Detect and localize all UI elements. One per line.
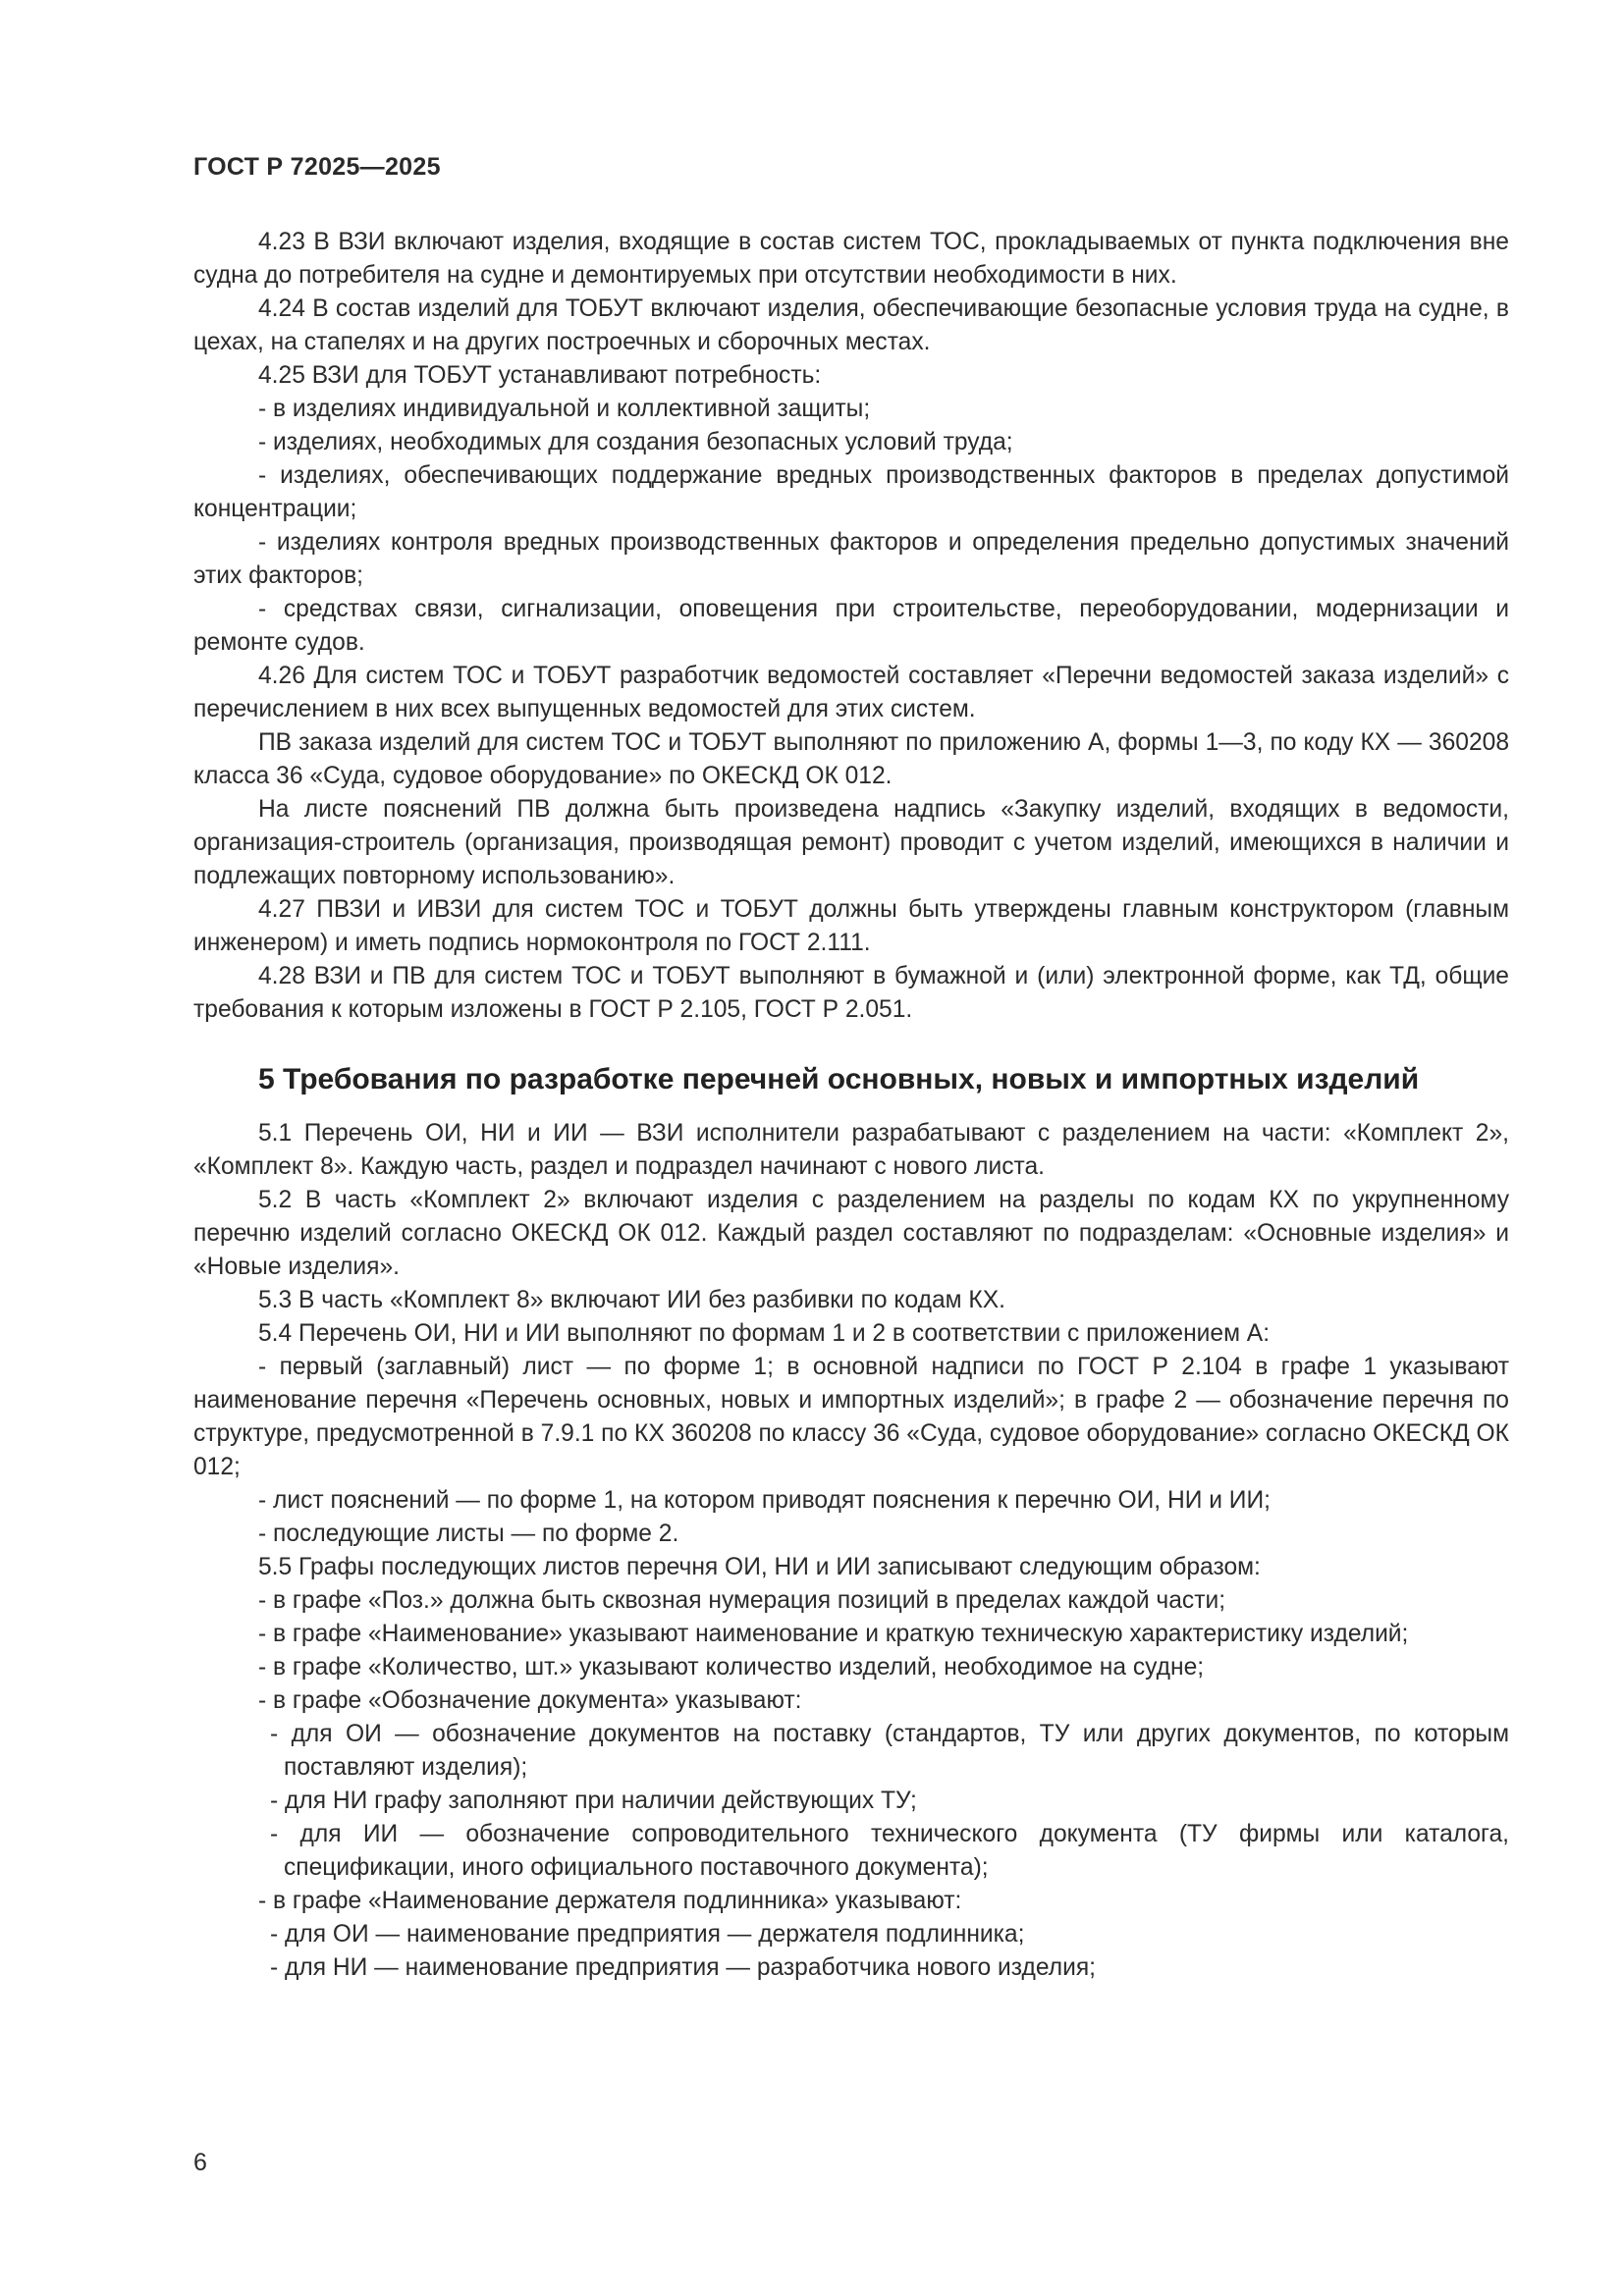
paragraph-4-26-pv: ПВ заказа изделий для систем ТОС и ТОБУТ выполняют по приложению А, формы 1—3, по коду КХ — 360208 класса 36 «Суда, судовое оборудование» по ОКЕСКД ОК 012. <box>193 729 1509 789</box>
list-item: - в графе «Наименование держателя подлинника» указывают: <box>258 1888 962 1914</box>
sub-list-item: - для ОИ — наименование предприятия — держателя подлинника; <box>270 1921 1025 1948</box>
paragraph-4-26-note: На листе пояснений ПВ должна быть произведена надпись «Закупку изделий, входящих в ведомости, организация-строитель (организация, производящая ремонт) проводит с учетом изделий, имеющихся в наличии и подлежащих повторному использованию». <box>193 796 1509 889</box>
paragraph-5-4: 5.4 Перечень ОИ, НИ и ИИ выполняют по формам 1 и 2 в соответствии с приложением А: <box>258 1320 1271 1347</box>
list-item: - в изделиях индивидуальной и коллективной защиты; <box>258 396 871 422</box>
list-item: - в графе «Обозначение документа» указывают: <box>258 1687 802 1714</box>
paragraph-5-3: 5.3 В часть «Комплект 8» включают ИИ без разбивки по кодам КХ. <box>258 1287 1005 1313</box>
sub-list-item: - для ИИ — обозначение сопроводительного технического документа (ТУ фирмы или каталога, спецификации, иного официального поставочного документа); <box>270 1821 1509 1881</box>
document-header: ГОСТ Р 72025—2025 <box>193 153 441 181</box>
paragraph-5-1: 5.1 Перечень ОИ, НИ и ИИ — ВЗИ исполнители разрабатывают с разделением на части: «Комплект 2», «Комплект 8». Каждую часть, раздел и подраздел начинают с нового листа. <box>193 1120 1509 1180</box>
list-item: - в графе «Поз.» должна быть сквозная нумерация позиций в пределах каждой части; <box>258 1587 1226 1614</box>
list-item: - изделиях контроля вредных производственных факторов и определения предельно допустимых значений этих факторов; <box>193 529 1509 589</box>
list-item: - в графе «Количество, шт.» указывают количество изделий, необходимое на судне; <box>258 1654 1205 1681</box>
paragraph-4-23: 4.23 В ВЗИ включают изделия, входящие в состав систем ТОС, прокладываемых от пункта подключения вне судна до потребителя на судне и демонтируемых при отсутствии необходимости в них. <box>193 229 1509 289</box>
list-item: - изделиях, обеспечивающих поддержание вредных производственных факторов в пределах допустимой концентрации; <box>193 462 1509 522</box>
list-item: - последующие листы — по форме 2. <box>258 1521 679 1547</box>
section-5-title: 5 Требования по разработке перечней основных, новых и импортных изделий <box>258 1063 1420 1095</box>
paragraph-5-2: 5.2 В часть «Комплект 2» включают изделия с разделением на разделы по кодам КХ по укрупненному перечню изделий согласно ОКЕСКД ОК 012. Каждый раздел составляют по подразделам: «Основные изделия» и «Новые изделия». <box>193 1187 1509 1280</box>
document-body <box>193 226 1509 1985</box>
paragraph-4-26: 4.26 Для систем ТОС и ТОБУТ разработчик ведомостей составляет «Перечни ведомостей заказа изделий» с перечислением в них всех выпущенных ведомостей для этих систем. <box>193 663 1509 722</box>
paragraph-4-27: 4.27 ПВЗИ и ИВЗИ для систем ТОС и ТОБУТ должны быть утверждены главным конструктором (главным инженером) и иметь подпись нормоконтроля по ГОСТ 2.111. <box>193 896 1509 956</box>
sub-list-item: - для НИ — наименование предприятия — разработчика нового изделия; <box>270 1954 1096 1981</box>
list-item: - средствах связи, сигнализации, оповещения при строительстве, переоборудовании, модернизации и ремонте судов. <box>193 596 1509 656</box>
list-item: - в графе «Наименование» указывают наименование и краткую техническую характеристику изделий; <box>258 1621 1409 1647</box>
sub-list-item: - для НИ графу заполняют при наличии действующих ТУ; <box>270 1788 917 1814</box>
paragraph-4-24: 4.24 В состав изделий для ТОБУТ включают изделия, обеспечивающие безопасные условия труда на судне, в цехах, на стапелях и на других построечных и сборочных местах. <box>193 295 1509 355</box>
paragraph-5-5: 5.5 Графы последующих листов перечня ОИ, НИ и ИИ записывают следующим образом: <box>258 1554 1261 1580</box>
page-number: 6 <box>193 2149 207 2176</box>
paragraph-4-25: 4.25 ВЗИ для ТОБУТ устанавливают потребность: <box>258 362 822 389</box>
list-item: - первый (заглавный) лист — по форме 1; в основной надписи по ГОСТ Р 2.104 в графе 1 указывают наименование перечня «Перечень основных, новых и импортных изделий»; в графе 2 — обозначение перечня по структуре, предусмотренной в 7.9.1 по КХ 360208 по классу 36 «Суда, судовое оборудование» согласно ОКЕСКД ОК 012; <box>193 1354 1509 1480</box>
list-item: - лист пояснений — по форме 1, на котором приводят пояснения к перечню ОИ, НИ и ИИ; <box>258 1487 1271 1514</box>
sub-list-item: - для ОИ — обозначение документов на поставку (стандартов, ТУ или других документов, по которым поставляют изделия); <box>270 1721 1509 1781</box>
paragraph-4-28: 4.28 ВЗИ и ПВ для систем ТОС и ТОБУТ выполняют в бумажной и (или) электронной форме, как ТД, общие требования к которым изложены в ГОСТ Р 2.105, ГОСТ Р 2.051. <box>193 963 1509 1023</box>
list-item: - изделиях, необходимых для создания безопасных условий труда; <box>258 429 1013 455</box>
